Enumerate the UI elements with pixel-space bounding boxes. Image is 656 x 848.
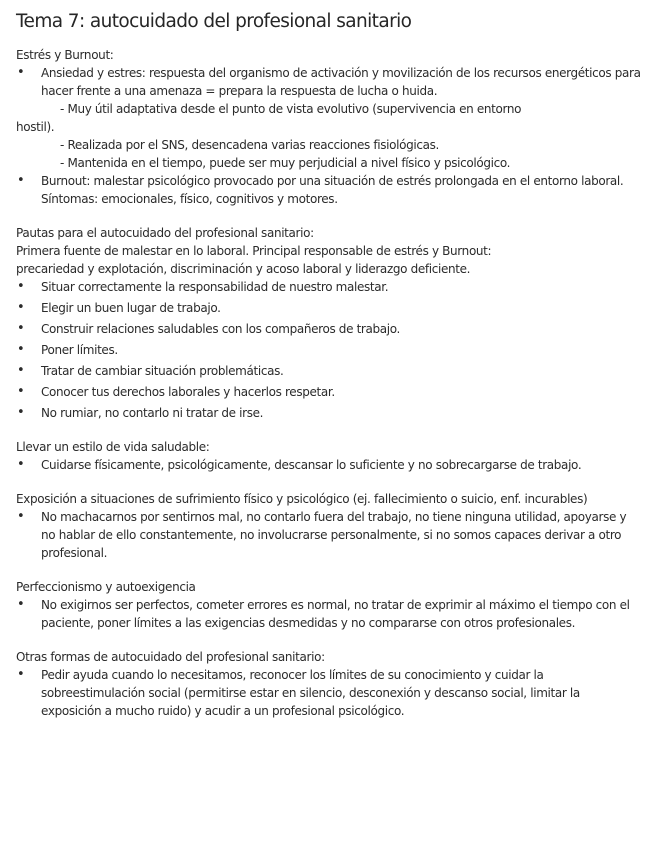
- sub-item-continuation: hostil).: [16, 120, 55, 134]
- section-estres-burnout: [16, 46, 642, 208]
- section-perfeccionismo: [16, 578, 642, 632]
- section-heading: Pautas para el autocuidado del profesional sanitario:: [16, 226, 314, 240]
- list-item: • Situar correctamente la responsabilidad de nuestro malestar.: [16, 278, 642, 296]
- list-item: • No exigirnos ser perfectos, cometer errores es normal, no tratar de exprimir al máximo el tiempo con el paciente, poner límites a las exigencias desmedidas y no compararse con otros profesionales.: [16, 596, 642, 632]
- section-heading: Perfeccionismo y autoexigencia: [16, 580, 196, 594]
- list-item: • Tratar de cambiar situación problemáticas.: [16, 362, 642, 380]
- section-heading: Llevar un estilo de vida saludable:: [16, 440, 210, 454]
- list-item: • Elegir un buen lugar de trabajo.: [16, 299, 642, 317]
- list-item: • Poner límites.: [16, 341, 642, 359]
- list-item: • Conocer tus derechos laborales y hacerlos respetar.: [16, 383, 642, 401]
- list-item: • Ansiedad y estres: respuesta del organismo de activación y movilización de los recursos energéticos para hacer frente a una amenaza = prepara la respuesta de lucha o huida.: [16, 64, 642, 100]
- section-intro: Primera fuente de malestar en lo laboral. Principal responsable de estrés y Burnout:: [16, 244, 492, 258]
- list-item: • No rumiar, no contarlo ni tratar de irse.: [16, 404, 642, 422]
- list-item: • Burnout: malestar psicológico provocado por una situación de estrés prolongada en el entorno laboral. Síntomas: emocionales, físico, cognitivos y motores.: [16, 172, 642, 208]
- section-heading: Estrés y Burnout:: [16, 48, 114, 62]
- list-item: • No machacarnos por sentirnos mal, no contarlo fuera del trabajo, no tiene ninguna utilidad, apoyarse y no hablar de ello constantemente, no involucrarse personalmente, si no somos capaces derivar a otro profesional.: [16, 508, 642, 562]
- section-estilo-vida: [16, 438, 642, 474]
- page-title: Tema 7: autocuidado del profesional sanitario: [16, 11, 412, 32]
- section-intro: precariedad y explotación, discriminación y acoso laboral y liderazgo deficiente.: [16, 262, 471, 276]
- section-heading: Exposición a situaciones de sufrimiento físico y psicológico (ej. fallecimiento o suicio, enf. incurables): [16, 492, 588, 506]
- list-item: • Construir relaciones saludables con los compañeros de trabajo.: [16, 320, 642, 338]
- section-heading: Otras formas de autocuidado del profesional sanitario:: [16, 650, 325, 664]
- sub-item: - Muy útil adaptativa desde el punto de vista evolutivo (supervivencia en entorno: [60, 102, 522, 116]
- sub-item: - Realizada por el SNS, desencadena varias reacciones fisiológicas.: [60, 138, 439, 152]
- list-item: • Pedir ayuda cuando lo necesitamos, reconocer los límites de su conocimiento y cuidar la sobreestimulación social (permitirse estar en silencio, desconexión y descanso social, limitar la exposición a mucho ruido) y acudir a un profesional psicológico.: [16, 666, 642, 720]
- list-item: • Cuidarse físicamente, psicológicamente, descansar lo suficiente y no sobrecargarse de trabajo.: [16, 456, 642, 474]
- section-otras-formas: [16, 648, 642, 720]
- sub-item: - Mantenida en el tiempo, puede ser muy perjudicial a nivel físico y psicológico.: [60, 156, 511, 170]
- section-exposicion: [16, 490, 642, 562]
- section-pautas: [16, 224, 642, 422]
